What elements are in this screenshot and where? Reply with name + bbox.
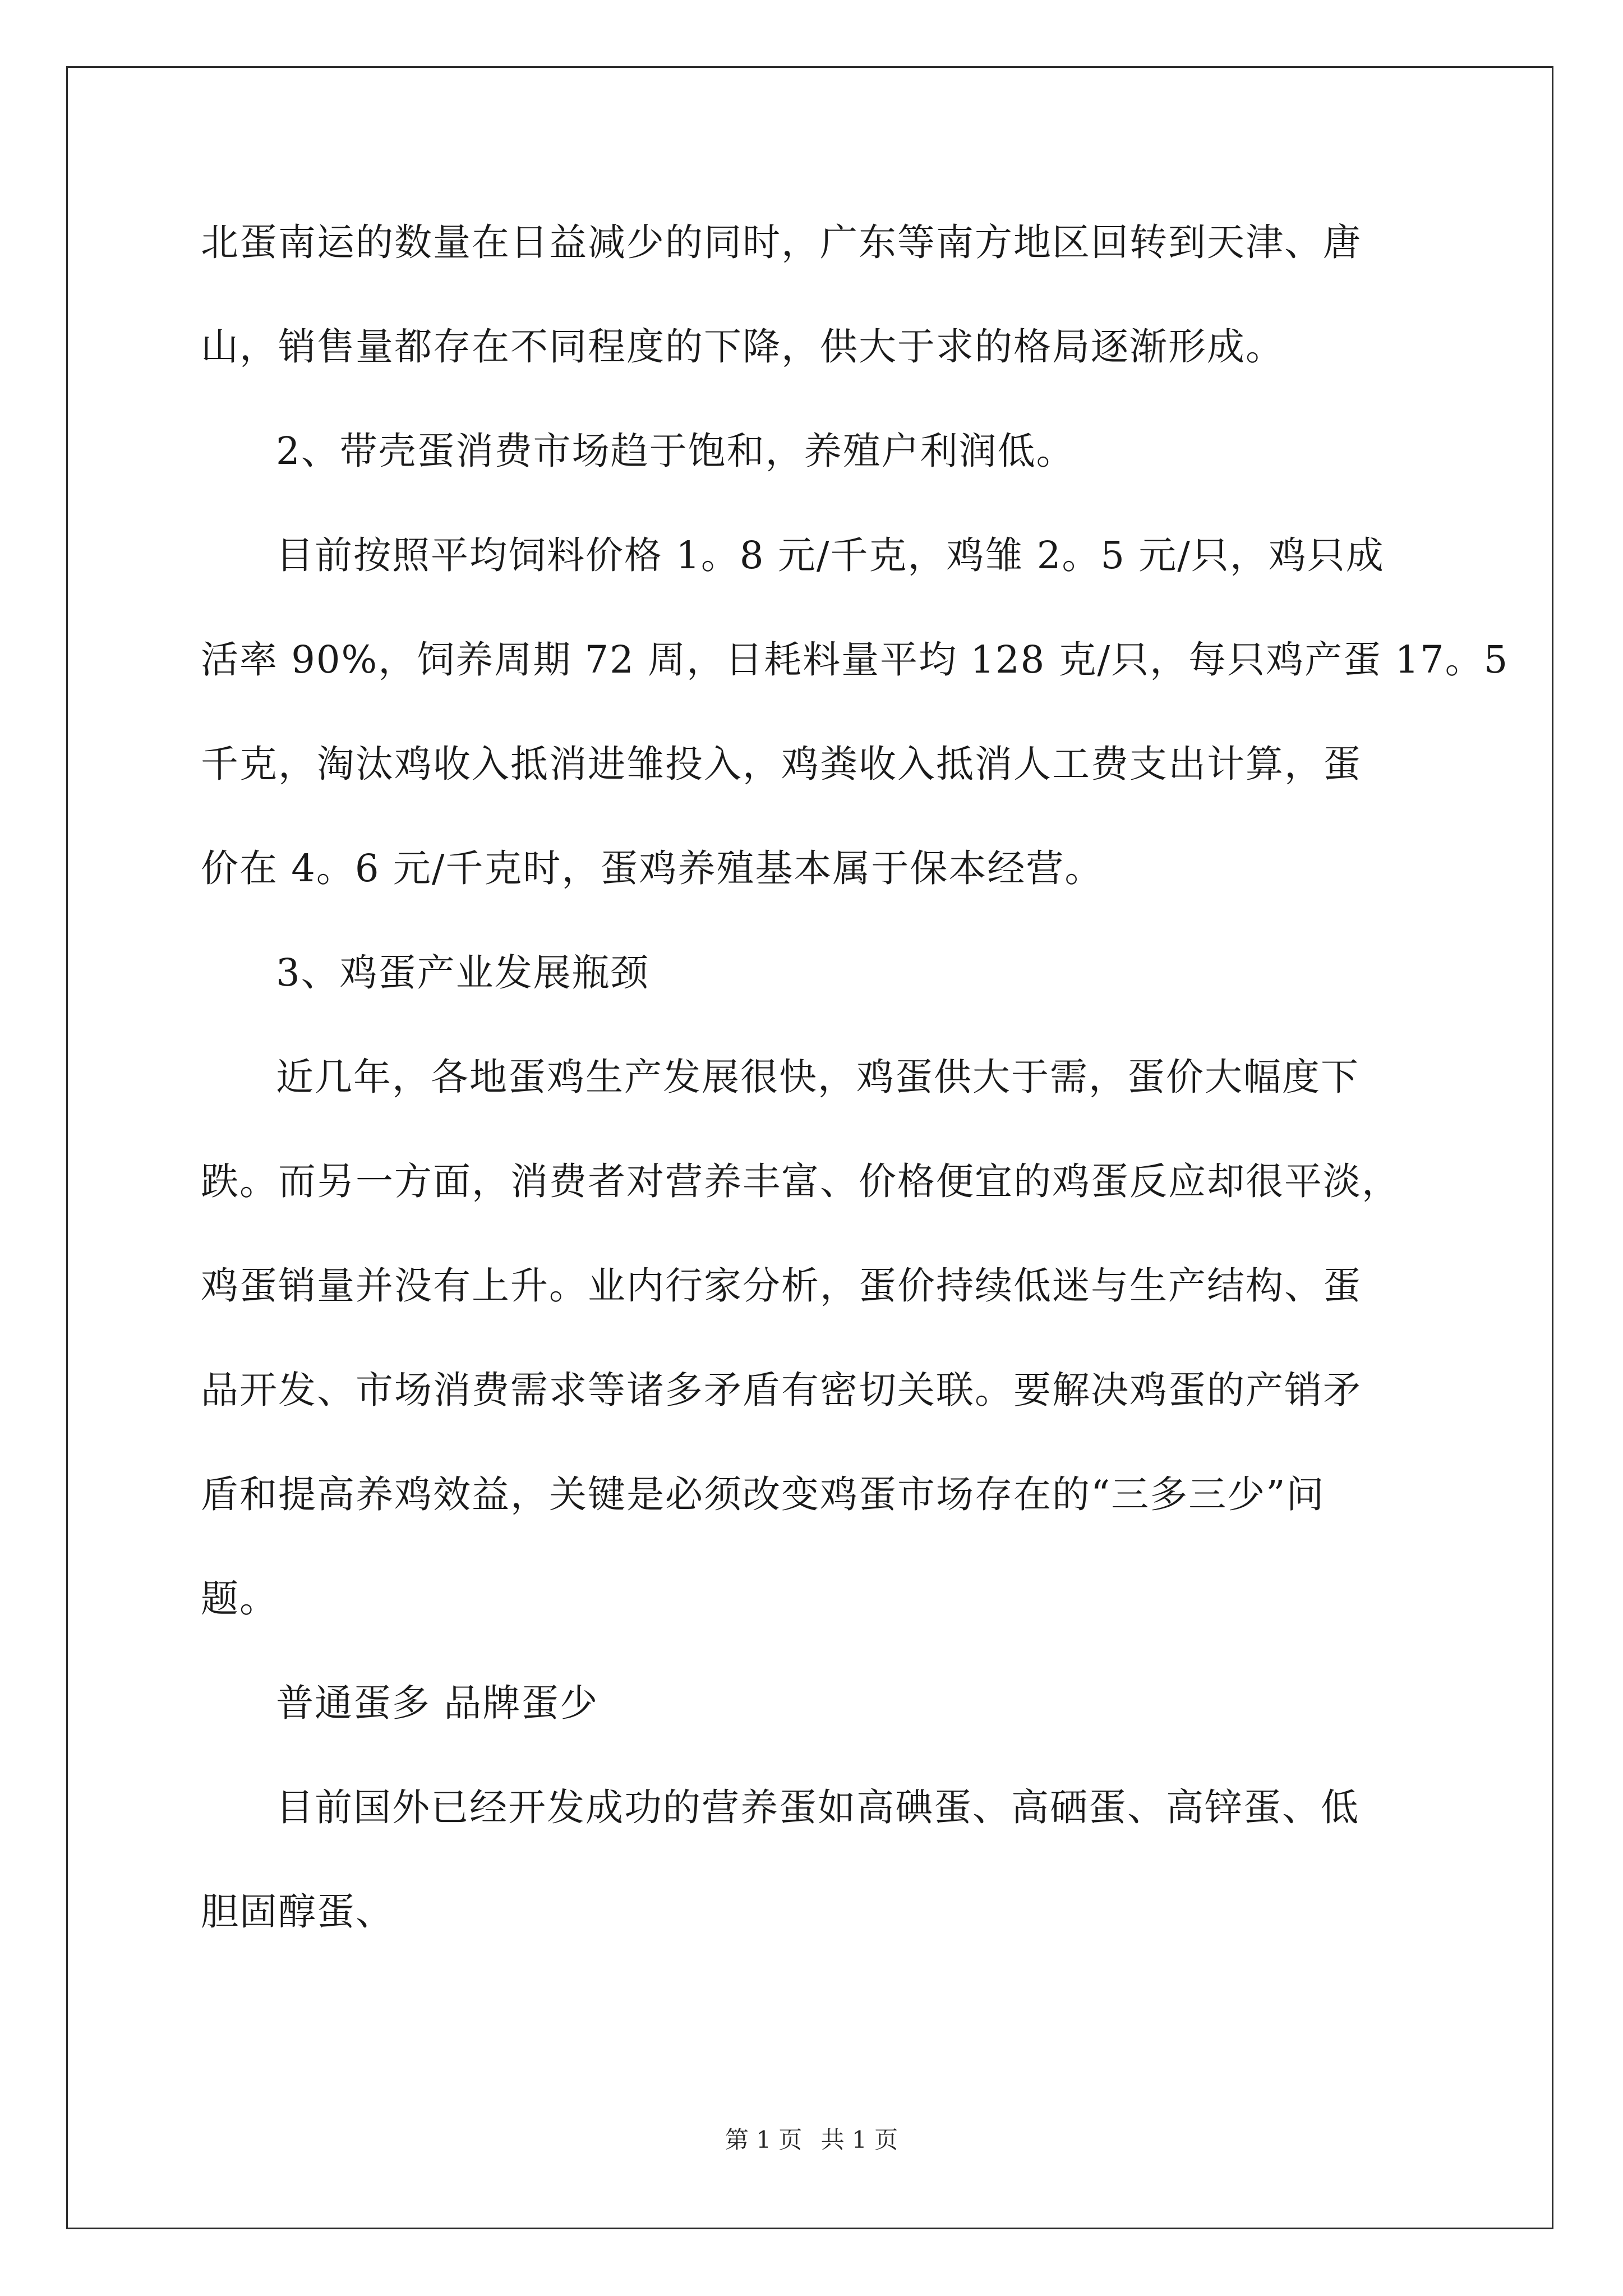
text-line: 目前按照平均饲料价格 1。8 元/千克，鸡雏 2。5 元/只，鸡只成 xyxy=(276,533,1385,577)
section-heading: 3、鸡蛋产业发展瓶颈 xyxy=(276,951,649,995)
text-line: 北蛋南运的数量在日益减少的同时，广东等南方地区回转到天津、唐 xyxy=(201,220,1362,264)
section-heading: 2、带壳蛋消费市场趋于饱和，养殖户利润低。 xyxy=(276,429,1075,473)
subsection-heading: 普通蛋多 品牌蛋少 xyxy=(276,1681,599,1725)
page-number: 第 1 页 xyxy=(725,2126,803,2154)
text-line: 目前国外已经开发成功的营养蛋如高碘蛋、高硒蛋、高锌蛋、低 xyxy=(276,1786,1359,1829)
text-line: 跌。而另一方面，消费者对营养丰富、价格便宜的鸡蛋反应却很平淡， xyxy=(201,1159,1400,1203)
text-line: 品开发、市场消费需求等诸多矛盾有密切关联。要解决鸡蛋的产销矛 xyxy=(201,1368,1362,1412)
text-line: 活率 90%，饲养周期 72 周，日耗料量平均 128 克/只，每只鸡产蛋 17。5 xyxy=(201,638,1509,682)
text-line: 价在 4。6 元/千克时，蛋鸡养殖基本属于保本经营。 xyxy=(201,846,1104,890)
text-line: 山，销售量都存在不同程度的下降，供大于求的格局逐渐形成。 xyxy=(201,325,1284,369)
page-footer xyxy=(0,2126,1623,2154)
text-line: 鸡蛋销量并没有上升。业内行家分析，蛋价持续低迷与生产结构、蛋 xyxy=(201,1264,1362,1308)
text-line: 胆固醇蛋、 xyxy=(201,1890,394,1934)
page-total: 共 1 页 xyxy=(820,2126,898,2154)
text-line: 近几年，各地蛋鸡生产发展很快，鸡蛋供大于需，蛋价大幅度下 xyxy=(276,1055,1359,1099)
text-line: 盾和提高养鸡效益，关键是必须改变鸡蛋市场存在的“三多三少”问 xyxy=(201,1473,1325,1516)
text-line: 千克，淘汰鸡收入抵消进雏投入，鸡粪收入抵消人工费支出计算，蛋 xyxy=(201,742,1362,786)
text-line: 题。 xyxy=(201,1577,278,1621)
